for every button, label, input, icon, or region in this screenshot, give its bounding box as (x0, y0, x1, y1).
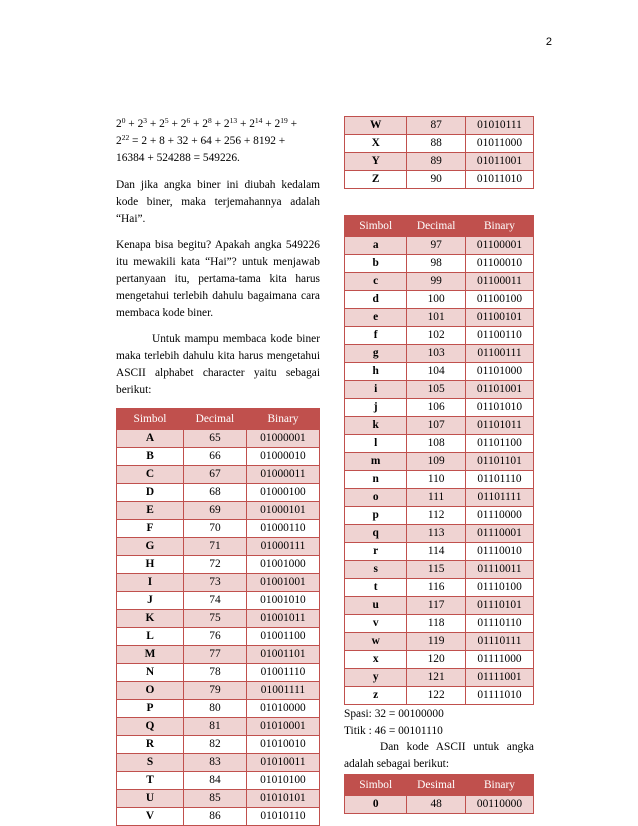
binary-cell: 01000001 (246, 430, 319, 448)
decimal-cell: 121 (407, 669, 466, 687)
decimal-cell: 69 (183, 502, 246, 520)
right-column (344, 116, 534, 814)
symbol-cell: k (345, 417, 407, 435)
table-row (117, 790, 320, 808)
binary-cell: 01001011 (246, 610, 319, 628)
symbol-cell: h (345, 363, 407, 381)
symbol-cell: M (117, 646, 184, 664)
table-row (345, 135, 534, 153)
symbol-cell: U (117, 790, 184, 808)
binary-cell: 01100100 (465, 291, 533, 309)
binary-cell: 01010010 (246, 736, 319, 754)
symbol-cell: O (117, 682, 184, 700)
decimal-cell: 75 (183, 610, 246, 628)
table-row (117, 538, 320, 556)
symbol-cell: T (117, 772, 184, 790)
decimal-cell: 87 (407, 117, 466, 135)
decimal-cell: 80 (183, 700, 246, 718)
table-row (345, 597, 534, 615)
binary-cell: 01010000 (246, 700, 319, 718)
decimal-cell: 99 (407, 273, 466, 291)
decimal-cell: 109 (407, 453, 466, 471)
decimal-cell: 71 (183, 538, 246, 556)
table-row (345, 561, 534, 579)
binary-cell: 01110000 (465, 507, 533, 525)
symbol-cell: Y (345, 153, 407, 171)
decimal-cell: 117 (407, 597, 466, 615)
header-binary: Binary (246, 409, 319, 430)
binary-cell: 01100010 (465, 255, 533, 273)
decimal-cell: 67 (183, 466, 246, 484)
table-row (117, 430, 320, 448)
table-row (345, 327, 534, 345)
symbol-cell: v (345, 615, 407, 633)
binary-cell: 01100111 (465, 345, 533, 363)
binary-cell: 01001101 (246, 646, 319, 664)
paragraph-ascii-intro: Untuk mampu membaca kode biner maka terlebih dahulu kita harus mengetahui ASCII alphabet character yaitu sebagai berikut: (116, 333, 320, 396)
decimal-cell: 76 (183, 628, 246, 646)
table-row (345, 507, 534, 525)
table-row (117, 682, 320, 700)
symbol-cell: s (345, 561, 407, 579)
table-row (117, 556, 320, 574)
header-binary: Binary (465, 216, 533, 237)
decimal-cell: 73 (183, 574, 246, 592)
header-symbol: Simbol (345, 216, 407, 237)
decimal-cell: 84 (183, 772, 246, 790)
decimal-cell: 98 (407, 255, 466, 273)
decimal-cell: 83 (183, 754, 246, 772)
table-row (117, 502, 320, 520)
symbol-cell: a (345, 237, 407, 255)
decimal-cell: 85 (183, 790, 246, 808)
formula-line-2: $2^{22} = 2 + 8 + 32 + 64 + 256 + 8192$ + (116, 133, 286, 147)
table-row (345, 687, 534, 705)
symbol-cell: K (117, 610, 184, 628)
table-row (345, 345, 534, 363)
decimal-cell: 110 (407, 471, 466, 489)
decimal-cell: 106 (407, 399, 466, 417)
binary-cell: 01111000 (465, 651, 533, 669)
table-row (345, 381, 534, 399)
decimal-cell: 113 (407, 525, 466, 543)
decimal-cell: 79 (183, 682, 246, 700)
table-row (117, 646, 320, 664)
page-number: 2 (545, 36, 552, 48)
decimal-cell: 88 (407, 135, 466, 153)
table-row (345, 255, 534, 273)
decimal-cell: 86 (183, 808, 246, 826)
header-decimal: Decimal (407, 216, 466, 237)
symbol-cell: G (117, 538, 184, 556)
decimal-cell: 101 (407, 309, 466, 327)
binary-cell: 01110100 (465, 579, 533, 597)
symbol-cell: n (345, 471, 407, 489)
decimal-cell: 72 (183, 556, 246, 574)
binary-cell: 01000110 (246, 520, 319, 538)
table-row (117, 610, 320, 628)
symbol-cell: o (345, 489, 407, 507)
binary-cell: 01010100 (246, 772, 319, 790)
binary-sum-formula (116, 116, 320, 167)
paragraph-question: Kenapa bisa begitu? Apakah angka 549226 itu mewakili kata “Hai”? untuk menjawab pertanyaan itu, pertama-tama kita harus mengetahui terlebih dahulu bagaimana cara membaca kode biner. (116, 239, 320, 319)
decimal-cell: 68 (183, 484, 246, 502)
symbol-cell: F (117, 520, 184, 538)
table-row (117, 592, 320, 610)
binary-cell: 01011000 (465, 135, 533, 153)
symbol-cell: A (117, 430, 184, 448)
table-row (117, 484, 320, 502)
decimal-cell: 74 (183, 592, 246, 610)
decimal-cell: 102 (407, 327, 466, 345)
decimal-cell: 81 (183, 718, 246, 736)
header-binary: Binary (465, 775, 533, 796)
decimal-cell: 82 (183, 736, 246, 754)
table-row (345, 171, 534, 189)
binary-cell: 01000010 (246, 448, 319, 466)
binary-cell: 01100001 (465, 237, 533, 255)
symbol-cell: t (345, 579, 407, 597)
binary-cell: 01101011 (465, 417, 533, 435)
binary-cell: 01000011 (246, 466, 319, 484)
decimal-cell: 112 (407, 507, 466, 525)
symbol-cell: l (345, 435, 407, 453)
table-row (117, 466, 320, 484)
table-row (345, 399, 534, 417)
symbol-cell: V (117, 808, 184, 826)
binary-cell: 01001000 (246, 556, 319, 574)
symbol-cell: x (345, 651, 407, 669)
binary-cell: 01011001 (465, 153, 533, 171)
decimal-cell: 115 (407, 561, 466, 579)
table-row (117, 718, 320, 736)
table-row (117, 520, 320, 538)
binary-cell: 01110011 (465, 561, 533, 579)
symbol-cell: C (117, 466, 184, 484)
symbol-cell: N (117, 664, 184, 682)
symbol-cell: y (345, 669, 407, 687)
space-code-line: Spasi: 32 = 00100000 (344, 708, 444, 720)
decimal-cell: 104 (407, 363, 466, 381)
table-row (345, 309, 534, 327)
table-row (345, 633, 534, 651)
binary-cell: 01010110 (246, 808, 319, 826)
decimal-cell: 65 (183, 430, 246, 448)
symbol-cell: j (345, 399, 407, 417)
decimal-cell: 119 (407, 633, 466, 651)
decimal-cell: 120 (407, 651, 466, 669)
symbol-cell: B (117, 448, 184, 466)
table-row (345, 525, 534, 543)
binary-cell: 01110111 (465, 633, 533, 651)
symbol-cell: L (117, 628, 184, 646)
binary-cell: 01000111 (246, 538, 319, 556)
table-row (345, 435, 534, 453)
binary-cell: 01001001 (246, 574, 319, 592)
symbol-cell: r (345, 543, 407, 561)
table-row (345, 273, 534, 291)
binary-cell: 01010001 (246, 718, 319, 736)
table-row (345, 579, 534, 597)
formula-line-1: $2^0 + 2^3 + 2^5 + 2^6 + 2^8 + 2^{13} + 2^{14} + 2^{19}$ + (116, 116, 298, 130)
table-row (345, 291, 534, 309)
table-row (117, 772, 320, 790)
decimal-cell: 97 (407, 237, 466, 255)
table-row (345, 489, 534, 507)
symbol-cell: Q (117, 718, 184, 736)
table-row (117, 574, 320, 592)
table-row (117, 808, 320, 826)
symbol-cell: m (345, 453, 407, 471)
dot-code-line: Titik : 46 = 00101110 (344, 724, 443, 737)
decimal-cell: 48 (407, 796, 466, 814)
header-symbol: Simbol (117, 409, 184, 430)
paragraph-digits-intro: Dan kode ASCII untuk angka adalah sebagai berikut: (344, 741, 534, 770)
binary-cell: 01110110 (465, 615, 533, 633)
table-row (117, 754, 320, 772)
binary-cell: 01101100 (465, 435, 533, 453)
decimal-cell: 114 (407, 543, 466, 561)
table-row (345, 417, 534, 435)
table-row (345, 615, 534, 633)
ascii-digits-table (344, 774, 534, 814)
decimal-cell: 122 (407, 687, 466, 705)
decimal-cell: 108 (407, 435, 466, 453)
left-column (116, 116, 320, 826)
table-row (345, 453, 534, 471)
binary-cell: 01110010 (465, 543, 533, 561)
binary-cell: 01101001 (465, 381, 533, 399)
binary-cell: 01110001 (465, 525, 533, 543)
decimal-cell: 77 (183, 646, 246, 664)
symbol-cell: e (345, 309, 407, 327)
symbol-cell: I (117, 574, 184, 592)
binary-cell: 01001100 (246, 628, 319, 646)
symbol-cell: p (345, 507, 407, 525)
binary-cell: 01101000 (465, 363, 533, 381)
binary-cell: 01000101 (246, 502, 319, 520)
symbol-cell: W (345, 117, 407, 135)
symbol-cell: w (345, 633, 407, 651)
symbol-cell: Z (345, 171, 407, 189)
binary-cell: 01010111 (465, 117, 533, 135)
ascii-lowercase-table (344, 215, 534, 705)
table-row (345, 153, 534, 171)
table-row (117, 700, 320, 718)
symbol-cell: g (345, 345, 407, 363)
binary-cell: 01001111 (246, 682, 319, 700)
symbol-cell: J (117, 592, 184, 610)
symbol-cell: H (117, 556, 184, 574)
symbol-cell: D (117, 484, 184, 502)
decimal-cell: 89 (407, 153, 466, 171)
symbol-cell: R (117, 736, 184, 754)
symbol-cell: i (345, 381, 407, 399)
header-symbol: Simbol (345, 775, 407, 796)
formula-line-3: 16384 + 524288 = 549226. (116, 152, 240, 164)
symbol-cell: z (345, 687, 407, 705)
binary-cell: 01010011 (246, 754, 319, 772)
binary-cell: 01100011 (465, 273, 533, 291)
table-row (345, 471, 534, 489)
decimal-cell: 70 (183, 520, 246, 538)
table-row (345, 543, 534, 561)
decimal-cell: 103 (407, 345, 466, 363)
paragraph-translation: Dan jika angka biner ini diubah kedalam kode biner, maka terjemahannya adalah “Hai”. (116, 179, 320, 225)
header-decimal: Decimal (183, 409, 246, 430)
decimal-cell: 107 (407, 417, 466, 435)
symbol-cell: u (345, 597, 407, 615)
binary-cell: 01011010 (465, 171, 533, 189)
table-row (345, 669, 534, 687)
binary-cell: 01010101 (246, 790, 319, 808)
binary-cell: 00110000 (465, 796, 533, 814)
decimal-cell: 118 (407, 615, 466, 633)
table-row (117, 664, 320, 682)
table-row (345, 651, 534, 669)
symbol-cell: f (345, 327, 407, 345)
decimal-cell: 100 (407, 291, 466, 309)
table-row (345, 117, 534, 135)
symbol-cell: X (345, 135, 407, 153)
table-row (345, 796, 534, 814)
binary-cell: 01101111 (465, 489, 533, 507)
table-row (345, 363, 534, 381)
decimal-cell: 116 (407, 579, 466, 597)
header-decimal: Desimal (407, 775, 466, 796)
binary-cell: 01001010 (246, 592, 319, 610)
binary-cell: 01001110 (246, 664, 319, 682)
table-row (117, 736, 320, 754)
binary-cell: 01111010 (465, 687, 533, 705)
binary-cell: 01101101 (465, 453, 533, 471)
symbol-cell: b (345, 255, 407, 273)
symbol-cell: c (345, 273, 407, 291)
binary-cell: 01110101 (465, 597, 533, 615)
decimal-cell: 90 (407, 171, 466, 189)
decimal-cell: 66 (183, 448, 246, 466)
table-row (117, 448, 320, 466)
binary-cell: 01000100 (246, 484, 319, 502)
table-row (345, 237, 534, 255)
symbol-cell: q (345, 525, 407, 543)
binary-cell: 01101110 (465, 471, 533, 489)
symbol-cell: S (117, 754, 184, 772)
symbol-cell: P (117, 700, 184, 718)
decimal-cell: 105 (407, 381, 466, 399)
binary-cell: 01100110 (465, 327, 533, 345)
symbol-cell: E (117, 502, 184, 520)
binary-cell: 01111001 (465, 669, 533, 687)
table-row (117, 628, 320, 646)
symbol-cell: 0 (345, 796, 407, 814)
binary-cell: 01100101 (465, 309, 533, 327)
decimal-cell: 111 (407, 489, 466, 507)
binary-cell: 01101010 (465, 399, 533, 417)
ascii-uppercase-continued-table (344, 116, 534, 189)
decimal-cell: 78 (183, 664, 246, 682)
symbol-cell: d (345, 291, 407, 309)
ascii-uppercase-table (116, 408, 320, 826)
